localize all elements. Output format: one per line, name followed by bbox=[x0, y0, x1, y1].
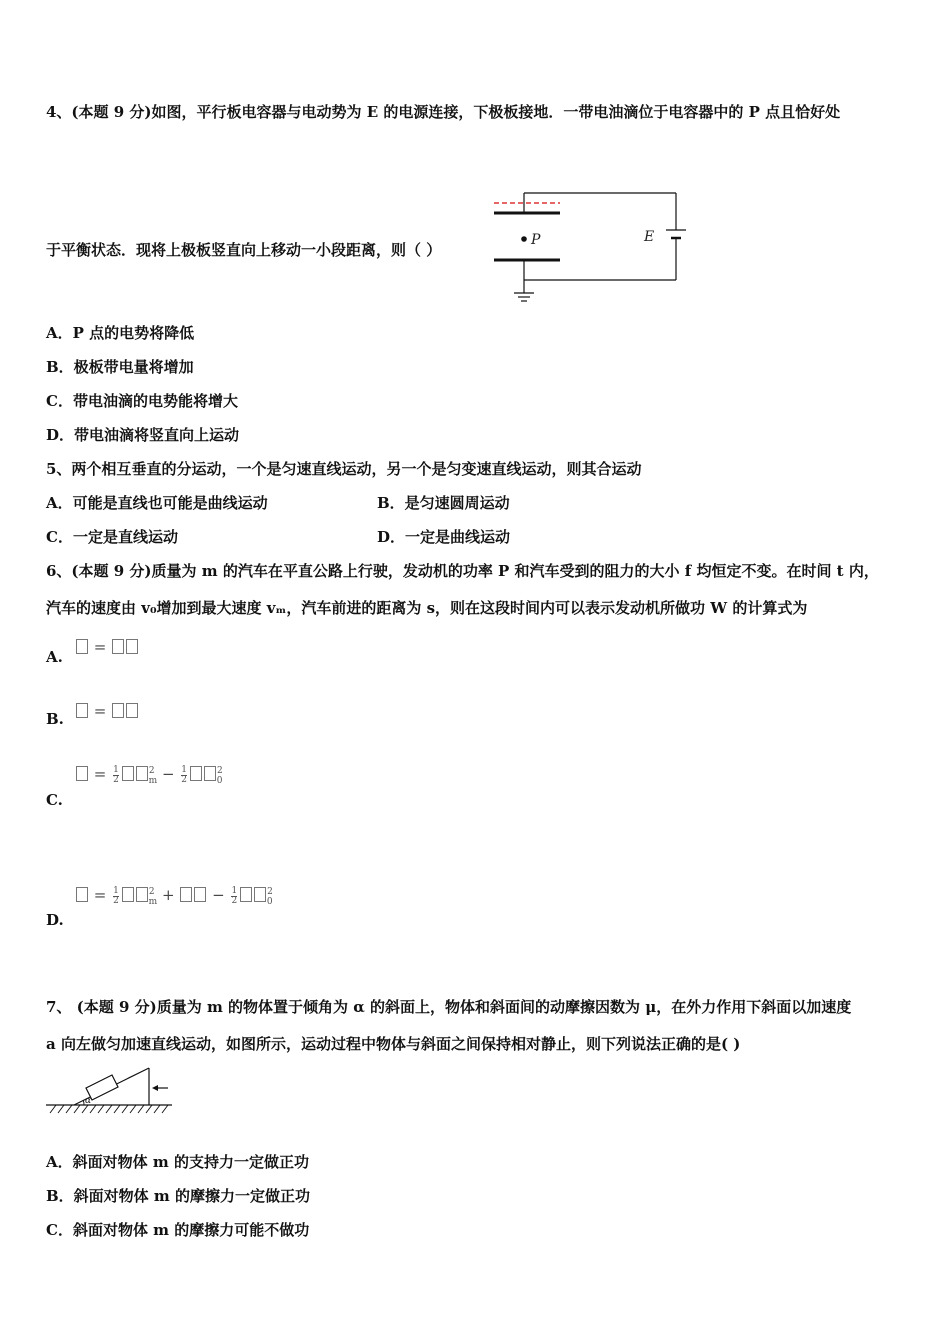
q7-option-a: A．斜面对物体 m 的支持力一定做正功 bbox=[46, 1153, 309, 1171]
q6-stem-line2: 汽车的速度由 v₀增加到最大速度 vₘ，汽车前进的距离为 s，则在这段时间内可以表示发动机所做功 W 的计算式为 bbox=[46, 599, 808, 617]
q6-option-b-label: B. bbox=[46, 710, 64, 728]
q4-option-d: D．带电油滴将竖直向上运动 bbox=[46, 426, 240, 444]
q5-option-b: B．是匀速圆周运动 bbox=[377, 494, 510, 512]
q4-stem-line1: 4、(本题 9 分)如图，平行板电容器与电动势为 E 的电源连接，下极板接地．一带电油滴位于电容器中的 P 点且恰好处 bbox=[46, 103, 841, 121]
q6-formula-c: = $\frac{1}{2}$ $^2_m$ − $\frac{1}{2}$ $^2_0$ bbox=[75, 765, 223, 785]
q5-option-a: A．可能是直线也可能是曲线运动 bbox=[46, 494, 268, 512]
q4-stem-line2: 于平衡状态．现将上极板竖直向上移动一小段距离，则（ ） bbox=[46, 241, 442, 259]
incline-figure bbox=[44, 1062, 176, 1120]
q6-option-a-label: A. bbox=[46, 648, 63, 666]
q4-option-a: A．P 点的电势将降低 bbox=[46, 324, 195, 342]
q5-stem: 5、两个相互垂直的分运动，一个是匀速直线运动，另一个是匀变速直线运动，则其合运动 bbox=[46, 460, 642, 478]
q7-stem-line2: a 向左做匀加速直线运动，如图所示，运动过程中物体与斜面之间保持相对静止，则下列说法正确的是( ) bbox=[46, 1035, 741, 1053]
q6-option-c-label: C. bbox=[46, 791, 63, 809]
q6-formula-a: = bbox=[75, 638, 139, 656]
label-p: P bbox=[531, 232, 541, 248]
capacitor-circuit-figure bbox=[484, 185, 694, 307]
q7-option-b: B．斜面对物体 m 的摩擦力一定做正功 bbox=[46, 1187, 310, 1205]
q5-option-d: D．一定是曲线运动 bbox=[377, 528, 511, 546]
label-alpha: α bbox=[85, 1096, 92, 1106]
q7-option-c: C．斜面对物体 m 的摩擦力可能不做功 bbox=[46, 1221, 310, 1239]
q6-formula-b: = bbox=[75, 702, 139, 720]
q7-stem-line1: 7、 (本题 9 分)质量为 m 的物体置于倾角为 α 的斜面上，物体和斜面间的动摩擦因数为 μ，在外力作用下斜面以加速度 bbox=[46, 998, 852, 1016]
q4-option-c: C．带电油滴的电势能将增大 bbox=[46, 392, 238, 410]
label-e: E bbox=[644, 229, 655, 245]
q4-option-b: B．极板带电量将增加 bbox=[46, 358, 194, 376]
q6-option-d-label: D. bbox=[46, 911, 64, 929]
q6-formula-d: = $\frac{1}{2}$ $^2_m$ + − $\frac{1}{2}$ $^2_0$ bbox=[75, 886, 273, 906]
q6-stem-line1: 6、(本题 9 分)质量为 m 的汽车在平直公路上行驶，发动机的功率 P 和汽车受到的阻力的大小 f 均恒定不变。在时间 t 内， bbox=[46, 562, 879, 580]
q5-option-c: C．一定是直线运动 bbox=[46, 528, 178, 546]
